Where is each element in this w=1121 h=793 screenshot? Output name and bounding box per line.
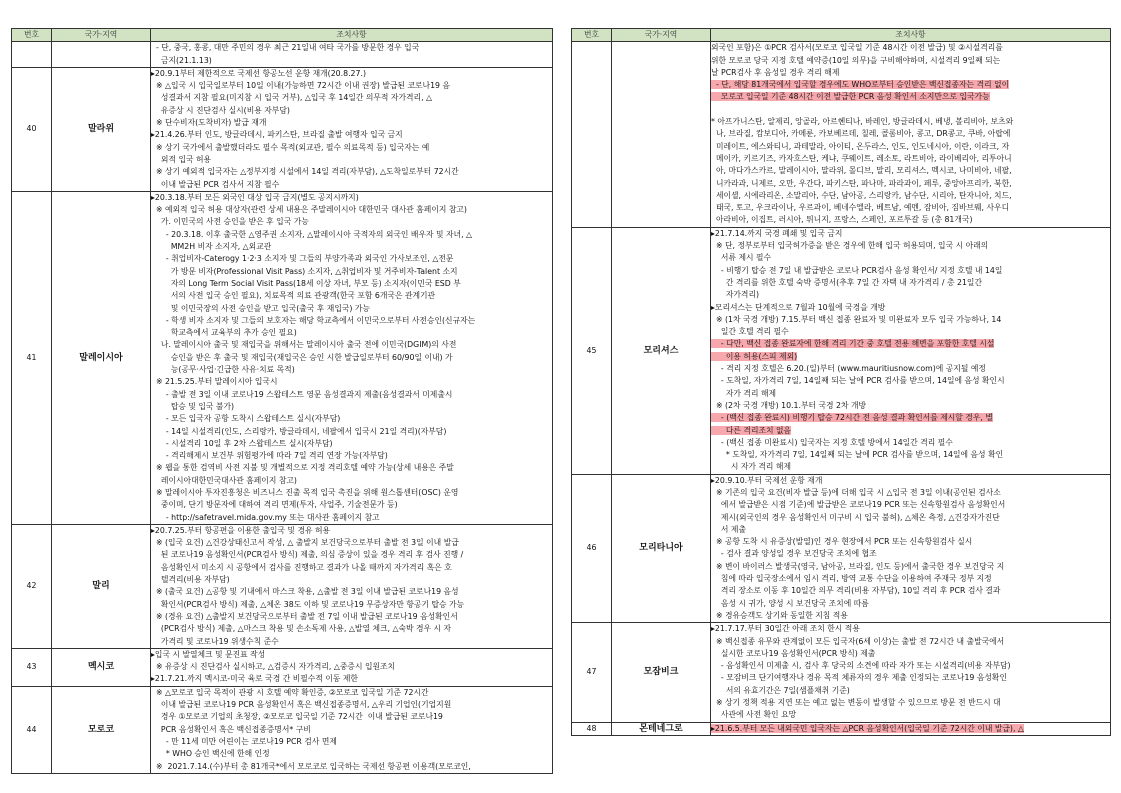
measure-text: ※ (출국 요건) △공항 및 기내에서 마스크 착용, △출발 전 3일 이내 발급된 코로나19 음성: [151, 587, 459, 597]
left-measures-table: [11, 28, 553, 774]
row-number: 41: [12, 191, 52, 524]
measure-line: [711, 141, 1110, 153]
table-row: [12, 67, 553, 191]
row-number: 45: [572, 227, 612, 474]
measure-text: * 도착일, 자가격리 7일, 14일째 되는 날에 PCR 검사를 받으며, 14일에 음성 확인: [711, 450, 1004, 460]
measure-line: [711, 363, 1110, 375]
measure-text: 미레이트, 에스와티니, 과테말라, 아이티, 온두라스, 인도, 인도네시아, 이란, 이라크, 자: [711, 141, 1010, 151]
measure-line: [711, 240, 1110, 252]
measure-line: [151, 649, 552, 661]
measure-line: [711, 265, 1110, 277]
measure-text: ※ 단, 정부로부터 입국허가증을 받은 경우에 한해 입국 허용되며, 입국 시 아래의: [711, 241, 989, 251]
measure-line: [151, 687, 552, 699]
country-name: 모로코: [52, 686, 151, 773]
measure-line: [151, 673, 552, 685]
measure-line: [151, 142, 552, 154]
measure-text: 메이카, 키르기즈, 카자흐스탄, 케냐, 쿠웨이트, 레소토, 라트비아, 라이베리아, 리투아니: [711, 153, 1012, 163]
measure-text: 텔격리(비용 자부담): [151, 575, 230, 585]
measure-line: [711, 165, 1110, 177]
measure-text: 일간 호텔 격리 필수: [711, 327, 789, 337]
table-row: [12, 191, 553, 524]
measure-text: - 격리 지정 호텔은 6.20.(일)부터 (www.mauritiusnow.com)에 공지될 예정: [711, 364, 986, 374]
measure-text: ※ 단수비자(도착비자) 발급 재개: [151, 118, 267, 128]
measure-line: [711, 672, 1110, 684]
measure-text: 서의 사전 입국 승인 필요), 치료목적 의료 관광객(한국 포함 6개국은 관계기관: [151, 291, 436, 301]
measure-content: [711, 623, 1111, 722]
table-row: [572, 474, 1111, 623]
measure-text: 니카라과, 니제르, 오만, 우간다, 파키스탄, 파나마, 파라과이, 페루, 중앙아프리카, 북한,: [711, 178, 1012, 188]
measure-line: [151, 636, 552, 648]
table-row: [12, 648, 553, 686]
measure-text: 날 PCR검사 후 음성일 경우 격리 해제: [711, 67, 840, 77]
measure-line: [151, 562, 552, 574]
table-row: [572, 42, 1111, 227]
measure-content: [151, 67, 553, 191]
table-row: [572, 227, 1111, 474]
measure-text: ▸21.4.26.부터 인도, 방글라데시, 파키스탄, 브라질 출발 여행자 입국 금지: [151, 130, 403, 140]
measure-line: [711, 178, 1110, 190]
measure-line: [711, 375, 1110, 387]
measure-text: 실시한 코로나19 음성확인서(PCR 방식) 제출: [711, 648, 876, 658]
measure-line: [151, 586, 552, 598]
row-number: 48: [572, 722, 612, 735]
measure-text: 아, 마다가스카르, 말레이시아, 말라위, 몰디브, 말리, 모리셔스, 멕시코, 나미비아, 네팔,: [711, 166, 1012, 176]
measure-text: 자가 격리 해제: [711, 388, 777, 398]
measure-text: 가격리 및 코로나19 위생수칙 준수: [151, 636, 279, 646]
measure-line: [711, 338, 1110, 350]
measure-text: ※ (경유 요건) △출발지 보건당국으로부터 출발 전 7일 이내 발급된 코로나19 음성확인서: [151, 611, 458, 621]
measure-text: * 아프가니스탄, 알제리, 앙골라, 아르헨티나, 바레인, 방글라데시, 베냉, 볼리비아, 보츠와: [711, 117, 1014, 127]
measure-text: - (백신 접종 미완료시) 입국자는 지정 호텔 방에서 14일간 격리 필수: [711, 437, 953, 447]
row-number: 43: [12, 648, 52, 686]
header-no: 번호: [12, 29, 52, 42]
country-name: [52, 42, 151, 68]
measure-text: ※ 경유승객도 상기와 동일한 지침 적용: [711, 610, 848, 620]
measure-line: [711, 598, 1110, 610]
measure-text: 세이셸, 시에라리온, 소말리아, 수단, 남아공, 스리랑카, 남수단, 시리아, 탄자니아, 치드,: [711, 190, 1012, 200]
measure-text: ※ 2021.7.14.(수)부터 총 81개국*에서 모로코로 입국하는 국제선 항공편 이용객(모로코인,: [151, 761, 471, 771]
measure-line: [711, 228, 1110, 240]
measure-line: [151, 179, 552, 191]
measure-line: [711, 190, 1110, 202]
measure-text: 이내 발급된 코로나19 PCR 음성확인서 혹은 백신접종증명서, △우리 기업인(기업지원: [151, 700, 452, 710]
table-row: [12, 42, 553, 68]
row-number: 42: [12, 524, 52, 648]
measure-text: 가 방문 비자(Professional Visit Pass) 소지자, △취업비자 및 거주비자-Talent 소지: [151, 266, 458, 276]
measure-line: [711, 487, 1110, 499]
country-name: 멕시코: [52, 648, 151, 686]
measure-text: 태국, 토고, 우크라이나, 우르과이, 베네수엘라, 베트남, 예멘, 잠비아, 짐바브웨, 사우디: [711, 203, 1010, 213]
measure-text: ※ 상기 예외적 입국자는 △정부지정 시설에서 14일 격리(자부담), △도착일로부터 72시간: [151, 167, 459, 177]
measure-line: [711, 709, 1110, 721]
measure-text: - 단, 중국, 홍콩, 대만 주민의 경우 최근 21일내 여타 국가를 방문한 경우 입국: [151, 43, 420, 53]
measure-line: [711, 214, 1110, 226]
measure-text: 경우 ①모로코 기업의 초청장, ②모로코 입국일 기준 72시간 이내 발급된 코로나19: [151, 712, 443, 722]
table-header-row: [12, 29, 553, 42]
measure-text: 서류 제시 필수: [711, 253, 772, 263]
measure-text: 성결과서 지참 필요(미지참 시 입국 거부), △입국 후 14일간 의무적 자가격리, △: [151, 93, 433, 103]
measure-text: 금지(21.1.13): [151, 55, 212, 65]
measure-line: [151, 761, 552, 773]
row-number: 44: [12, 686, 52, 773]
measure-line: [151, 129, 552, 141]
measure-text: 유증상 시 진단검사 실시(비용 자부담): [151, 105, 290, 115]
table-row: [572, 623, 1111, 722]
measure-text: ※ 예외적 입국 허용 대상자(관련 상세 내용은 주말레이시아 대한민국 대사관 홈페이지 참고): [151, 205, 467, 215]
measure-line: [711, 42, 1110, 54]
measure-line: [711, 302, 1110, 314]
measure-text: ※ 기존의 입국 요건(비자 발급 등)에 더해 입국 시 △입국 전 3일 이내(공인된 검사소: [711, 487, 1001, 497]
measure-text: 격리 장소로 이동 후 10일간 의무 격리(비용 자부담), 10일 격리 후 PCR 검사 결과: [711, 586, 1001, 596]
measure-text: - 비행기 탑승 전 7일 내 발급받은 코로나 PCR검사 음성 확인서/ 지정 호텔 내 14일: [711, 265, 1003, 275]
measure-line: [151, 724, 552, 736]
measure-text: 사관에 사전 확인 요망: [711, 710, 797, 720]
measure-line: [151, 736, 552, 748]
measure-text: - 20.3.18. 이후 출국한 △영주권 소지자, △말레이시아 국적자의 외국인 배우자 및 자녀, △: [151, 229, 473, 239]
measure-text: 서 제출: [711, 524, 746, 534]
measure-line: [711, 548, 1110, 560]
measure-line: [151, 303, 552, 315]
measure-line: [151, 364, 552, 376]
measure-text: 가. 이민국의 사전 승인을 받은 후 입국 가능: [151, 217, 309, 227]
measure-line: [151, 599, 552, 611]
highlighted-text: 모로코 입국일 기준 48시간 이전 발급한 PCR 음성 확인서 소지만으로 입국가능: [711, 92, 990, 102]
measure-line: [151, 537, 552, 549]
measure-line: [711, 524, 1110, 536]
measure-line: [151, 315, 552, 327]
measure-line: [151, 574, 552, 586]
measure-line: [711, 104, 1110, 116]
measure-text: ※ 변이 바이러스 발생국(영국, 남아공, 브라질, 인도 등)에서 출국한 경우 보건당국 지: [711, 561, 1005, 571]
measure-line: [711, 202, 1110, 214]
measure-line: [711, 685, 1110, 697]
table-header-row: [572, 29, 1111, 42]
measure-content: [151, 191, 553, 524]
measure-text: ※ 웹을 통한 검역비 사전 지불 및 개별적으로 지정 격리호텔 예약 가능(상세 내용은 주말: [151, 463, 454, 473]
country-name: 모리타니아: [612, 474, 711, 623]
measure-line: [151, 105, 552, 117]
measure-line: [711, 153, 1110, 165]
highlighted-text: 이용 허용(스피 제외): [711, 351, 798, 361]
row-number: 47: [572, 623, 612, 722]
measure-text: 간 격리를 위한 호텔 숙박 증명서(추후 7일 간 자택 내 자가격리 / 총 21일간: [711, 277, 982, 287]
measure-line: [711, 610, 1110, 622]
measure-line: [711, 252, 1110, 264]
measure-text: - 시설격리 10일 후 2차 스왑테스트 실시(자부담): [151, 438, 333, 448]
measure-line: [711, 437, 1110, 449]
measure-text: ▸20.7.25.부터 항공편을 이용한 출입국 및 경유 허용: [151, 525, 331, 535]
country-name: 말레이시아: [52, 191, 151, 524]
header-country: 국가·지역: [612, 29, 711, 42]
measure-line: [711, 351, 1110, 363]
measure-text: 외적 입국 허용: [151, 154, 212, 164]
row-number: [12, 42, 52, 68]
highlighted-text: - 다만, 백신 접종 완료자에 한해 격리 기간 중 호텔 전용 해변을 포함한 호텔 시설: [711, 339, 995, 349]
measure-text: 서의 유효기간은 7일(샘플채취 기준): [711, 685, 850, 695]
measure-text: 나. 말레이시아 출국 및 재입국을 위해서는 말레이시아 출국 전에 이민국(DGIM)의 사전: [151, 340, 457, 350]
measure-text: 확인서(PCR검사 방식) 제출, △체온 38도 이하 및 코로나19 무증상자만 항공기 탑승 가능: [151, 599, 465, 609]
measure-line: [151, 253, 552, 265]
measure-line: [711, 573, 1110, 585]
measure-line: [151, 487, 552, 499]
country-name: 말라위: [52, 67, 151, 191]
measure-text: 학교측에서 교육부의 추가 승인 필요): [151, 328, 297, 338]
measure-line: [711, 116, 1110, 128]
highlighted-text: ▸21.6.5.부터 모든 내외국민 입국자는 △PCR 음성확인서(입국일 기준 72시간 이내 발급), △: [711, 723, 1024, 733]
measure-text: ▸모리셔스는 단계적으로 7월과 10월에 국경을 개방: [711, 302, 886, 312]
measure-content: [711, 227, 1111, 474]
header-country: 국가·지역: [52, 29, 151, 42]
country-name: 말리: [52, 524, 151, 648]
measure-line: [711, 67, 1110, 79]
measure-text: - 만 11세 미만 어린이는 코로나19 PCR 검사 면제: [151, 736, 337, 746]
highlighted-text: - (백신 접종 완료시) 비행기 탑승 72시간 전 음성 결과 확인서를 제시할 경우, 별: [711, 413, 993, 423]
measure-text: ▸입국 시 발열체크 및 문진표 작성: [151, 649, 266, 659]
measure-line: [151, 623, 552, 635]
measure-text: ※ (입국 요건) △건강상태신고서 작성, △ 출발지 보건당국으로부터 출발 전 3일 이내 발급: [151, 538, 459, 548]
measure-text: ▸21.7.17.부터 30일간 아래 조치 한시 적용: [711, 624, 860, 634]
measure-text: 탑승 및 입국 불가): [151, 401, 235, 411]
measure-line: [711, 412, 1110, 424]
measure-line: [151, 352, 552, 364]
measure-text: - 14일 시설격리(인도, 스리랑카, 방글라데시, 네팔에서 입국시 21일 격리)(자부담): [151, 426, 447, 436]
measure-text: 침에 따라 입국장소에서 임시 격리, 방역 교통 수단을 이용하여 주재국 정부 지정: [711, 574, 992, 584]
measure-line: [151, 80, 552, 92]
header-no: 번호: [572, 29, 612, 42]
measure-text: ※ 21.5.25.부터 말레이시아 입국시: [151, 377, 278, 387]
measure-line: [711, 326, 1110, 338]
measure-line: [151, 229, 552, 241]
measure-line: [711, 697, 1110, 709]
measure-text: - 음성확인서 미제출 시, 검사 후 당국의 소견에 따라 자가 또는 시설격리(비용 자부담): [711, 661, 1011, 671]
country-name: 모리셔스: [612, 227, 711, 474]
measure-content: [711, 474, 1111, 623]
measure-line: [151, 68, 552, 80]
measure-line: [711, 79, 1110, 91]
measure-content: [151, 524, 553, 648]
measure-line: [151, 154, 552, 166]
measure-line: [151, 192, 552, 204]
measure-text: - 모잠비크 단기여행자나 경유 목적 체류자의 경우 제출 인정되는 코로나19 음성확인: [711, 673, 1007, 683]
measure-text: MM2H 비자 소지자, △외교관: [151, 242, 272, 252]
measure-line: [711, 723, 1110, 735]
measure-text: 중이며, 단기 방문자에 대하여 격리 면제(투자, 사업주, 기술전문가 등): [151, 500, 398, 510]
measure-text: - 학생 비자 소지자 및 그들의 보호자는 해당 학교측에서 이민국으로부터 사전승인(신규자는: [151, 315, 476, 325]
country-name: 몬테네그로: [612, 722, 711, 735]
table-row: [12, 686, 553, 773]
measure-text: 위한 모로코 당국 지정 호텔 예약증(10일 의무)을 구비해야하며, 시설격리 9일째 되는: [711, 55, 1001, 65]
measure-line: [151, 278, 552, 290]
measure-text: 나, 브라질, 캄보디아, 카메룬, 카보베르데, 칠레, 콜롬비아, 콩고, DR콩고, 쿠바, 아랍에: [711, 129, 1011, 139]
measure-text: 시 자가 격리 해제: [711, 462, 791, 472]
measure-text: - 모든 입국자 공항 도착시 스왑테스트 실시(자부담): [151, 414, 341, 424]
measure-line: [711, 536, 1110, 548]
measure-line: [151, 117, 552, 129]
measure-text: ▸20.9.10.부터 국제선 운항 재개: [711, 475, 823, 485]
measure-text: ※ 백신접종 유무와 관계없이 모든 입국자(6세 이상)는 출발 전 72시간 내 출발국에서: [711, 636, 1005, 646]
measure-text: ※ 상기 국가에서 출발했더라도 필수 목적(외교관, 필수 의료목적 등) 입국자는 예: [151, 142, 430, 152]
measure-line: [151, 438, 552, 450]
measure-line: [151, 401, 552, 413]
measure-text: ※ (1차 국경 개방) 7.15.부터 백신 접종 완료자 및 미완료자 모두 입국 가능하나, 14: [711, 314, 1002, 324]
measure-content: [151, 42, 553, 68]
measure-text: 음성 시 귀가, 양성 시 보건당국 조치에 따름: [711, 598, 869, 608]
measure-line: [151, 549, 552, 561]
measure-content: [151, 686, 553, 773]
measure-line: [151, 711, 552, 723]
measure-text: 아라비아, 이집트, 러시아, 튀니지, 프랑스, 스페인, 포르투갈 등 (총 81개국): [711, 215, 973, 225]
measure-text: 자가격리): [711, 290, 760, 300]
measure-line: [151, 216, 552, 228]
measure-line: [151, 241, 552, 253]
measure-text: 외국인 포함)은 ①PCR 검사서(모로코 입국일 기준 48시간 이전 발급) 및 ②시설격리를: [711, 43, 1003, 53]
table-row: [572, 722, 1111, 735]
measure-line: [711, 648, 1110, 660]
measure-line: [151, 389, 552, 401]
measure-text: PCR 음성확인서 혹은 백신접종증명서* 구비: [151, 724, 311, 734]
measure-text: (PCR검사 방식) 제출, △마스크 착용 및 손소독제 사용, △발열 체크, △숙박 경우 시 자: [151, 624, 452, 634]
measure-line: [151, 339, 552, 351]
measure-text: 에서 발급받은 시점 기준)에 발급받은 코로나19 PCR 또는 신속항원검사 음성확인서: [711, 500, 1006, 510]
right-measures-table: [571, 28, 1111, 736]
measure-text: ※ 공항 도착 시 유증상(발열)인 경우 현장에서 PCR 또는 신속항원검사 실시: [711, 537, 973, 547]
measure-line: [151, 204, 552, 216]
measure-text: - http://safetravel.mida.gov.my 또는 대사관 홈페이지 참고: [151, 512, 380, 522]
measure-line: [151, 699, 552, 711]
measure-text: - 출발 전 3일 이내 코로나19 스왑테스트 영문 음성결과지 제출(음성결과서 미제출시: [151, 389, 453, 399]
measure-line: [151, 450, 552, 462]
measure-text: ※ (2차 국경 개방) 10.1.부터 국경 2차 개방: [711, 400, 867, 410]
measure-line: [151, 748, 552, 760]
measure-text: * WHO 승인 백신에 한해 인정: [151, 749, 270, 759]
measure-line: [711, 277, 1110, 289]
measure-line: [711, 636, 1110, 648]
highlighted-text: 다른 격리조치 없음: [711, 425, 792, 435]
measure-text: ▸20.9.1부터 제한적으로 국제선 항공노선 운항 재개(20.8.27.): [151, 68, 366, 78]
measure-line: [711, 512, 1110, 524]
row-number: 46: [572, 474, 612, 623]
measure-line: [711, 91, 1110, 103]
measure-text: 및 이민국장의 사전 승인을 받고 입국(출국 후 재입국) 가능: [151, 303, 370, 313]
measure-line: [711, 623, 1110, 635]
measure-line: [711, 55, 1110, 67]
measure-text: - 격리해제시 보건부 위험평가에 따라 7일 격리 연장 가능(자부담): [151, 451, 388, 461]
measure-text: - 검사 결과 양성일 경우 보건당국 조치에 협조: [711, 549, 877, 559]
measure-line: [151, 475, 552, 487]
measure-text: 이내 발급된 PCR 검사서 지참 필수: [151, 179, 280, 189]
measure-line: [151, 327, 552, 339]
measure-line: [151, 376, 552, 388]
measure-line: [711, 388, 1110, 400]
measure-line: [711, 660, 1110, 672]
measure-content: [151, 648, 553, 686]
measure-line: [151, 525, 552, 537]
measure-text: 음성확인서 미소지 시 공항에서 검사를 진행하고 결과가 나올 때까지 자가격리 혹은 호: [151, 562, 452, 572]
measure-text: ▸20.3.18.부터 모든 외국인 대상 입국 금지(별도 공지시까지): [151, 192, 359, 202]
measure-content: [711, 722, 1111, 735]
measure-line: [151, 55, 552, 67]
measure-line: [711, 425, 1110, 437]
measure-line: [151, 512, 552, 524]
measure-line: [151, 611, 552, 623]
header-measure: 조치사항: [151, 29, 553, 42]
measure-text: - 취업비자-Caterogy 1·2·3 소지자 및 그들의 부양가족과 외국인 가사보조인, △전문: [151, 254, 454, 264]
measure-line: [151, 499, 552, 511]
measure-text: - 도착일, 자가격리 7일, 14일째 되는 날에 PCR 검사를 받으며, 14일에 음성 확인시: [711, 376, 1005, 386]
measure-text: ※ 유증상 시 진단검사 실시하고, △검증시 자가격리, △중증시 입원조치: [151, 662, 396, 672]
measure-line: [151, 290, 552, 302]
measure-line: [151, 166, 552, 178]
measure-line: [151, 426, 552, 438]
row-number: 40: [12, 67, 52, 191]
measure-text: 능(공무·사업·긴급한 사유·치료 목적): [151, 365, 295, 375]
measure-line: [711, 475, 1110, 487]
measure-line: [151, 661, 552, 673]
measure-text: ▸21.7.14.까지 국경 폐쇄 및 입국 금지: [711, 228, 843, 238]
header-measure: 조치사항: [711, 29, 1111, 42]
measure-line: [711, 585, 1110, 597]
country-name: [612, 42, 711, 227]
measure-line: [711, 314, 1110, 326]
measure-text: ※ 상기 정책 적용 지연 또는 예고 없는 변동이 발생할 수 있으므로 방문 전 반드시 대: [711, 698, 1001, 708]
measure-line: [711, 461, 1110, 473]
measure-text: 제시(외국인의 경우 음성확인서 미구비 시 입국 불허), △체온 측정, △건강자가진단: [711, 512, 1000, 522]
measure-line: [151, 266, 552, 278]
measure-text: 승인을 받은 후 출국 및 재입국(재입국은 승인 시한 발급일로부터 60/90일 이내) 가: [151, 352, 453, 362]
measure-line: [151, 92, 552, 104]
measure-text: ※ △모로코 입국 목적이 관광 시 호텔 예약 확인증, ②모로코 입국일 기준 72시간: [151, 687, 429, 697]
measure-text: 자의 Long Term Social Visit Pass(18세 이상 자녀, 부모 등) 소지자(이민국 ESD 부: [151, 278, 461, 288]
measure-text: ※ 말레이시아 투자진흥청은 비즈니스 진출 목적 입국 촉진을 위해 원스톱센터(OSC) 운영: [151, 487, 459, 497]
measure-line: [151, 462, 552, 474]
measure-line: [711, 499, 1110, 511]
measure-text: 된 코로나19 음성확인서(PCR검사 방식) 제출, 의심 증상이 있을 경우 격리 후 검사 진행 /: [151, 550, 464, 560]
measure-line: [711, 449, 1110, 461]
row-number: [572, 42, 612, 227]
measure-content: [711, 42, 1111, 227]
measure-text: ※ △입국 시 입국일로부터 10일 이내(가능하면 72시간 이내 권장) 발급된 코로나19 음: [151, 81, 451, 91]
measure-text: 레이시아대한민국대사관 홈페이지 참고): [151, 475, 297, 485]
measure-line: [151, 42, 552, 54]
measure-line: [711, 561, 1110, 573]
measure-line: [711, 128, 1110, 140]
measure-line: [711, 400, 1110, 412]
measure-line: [711, 289, 1110, 301]
highlighted-text: - 단, 해당 81개국에서 입국할 경우에도 WHO로부터 승인받은 백신접종자는 격리 없이: [711, 80, 1010, 90]
measure-line: [151, 413, 552, 425]
table-row: [12, 524, 553, 648]
country-name: 모잠비크: [612, 623, 711, 722]
measure-text: ▸21.7.21.까지 멕시코-미국 육로 국경 간 비필수적 이동 제한: [151, 674, 358, 684]
